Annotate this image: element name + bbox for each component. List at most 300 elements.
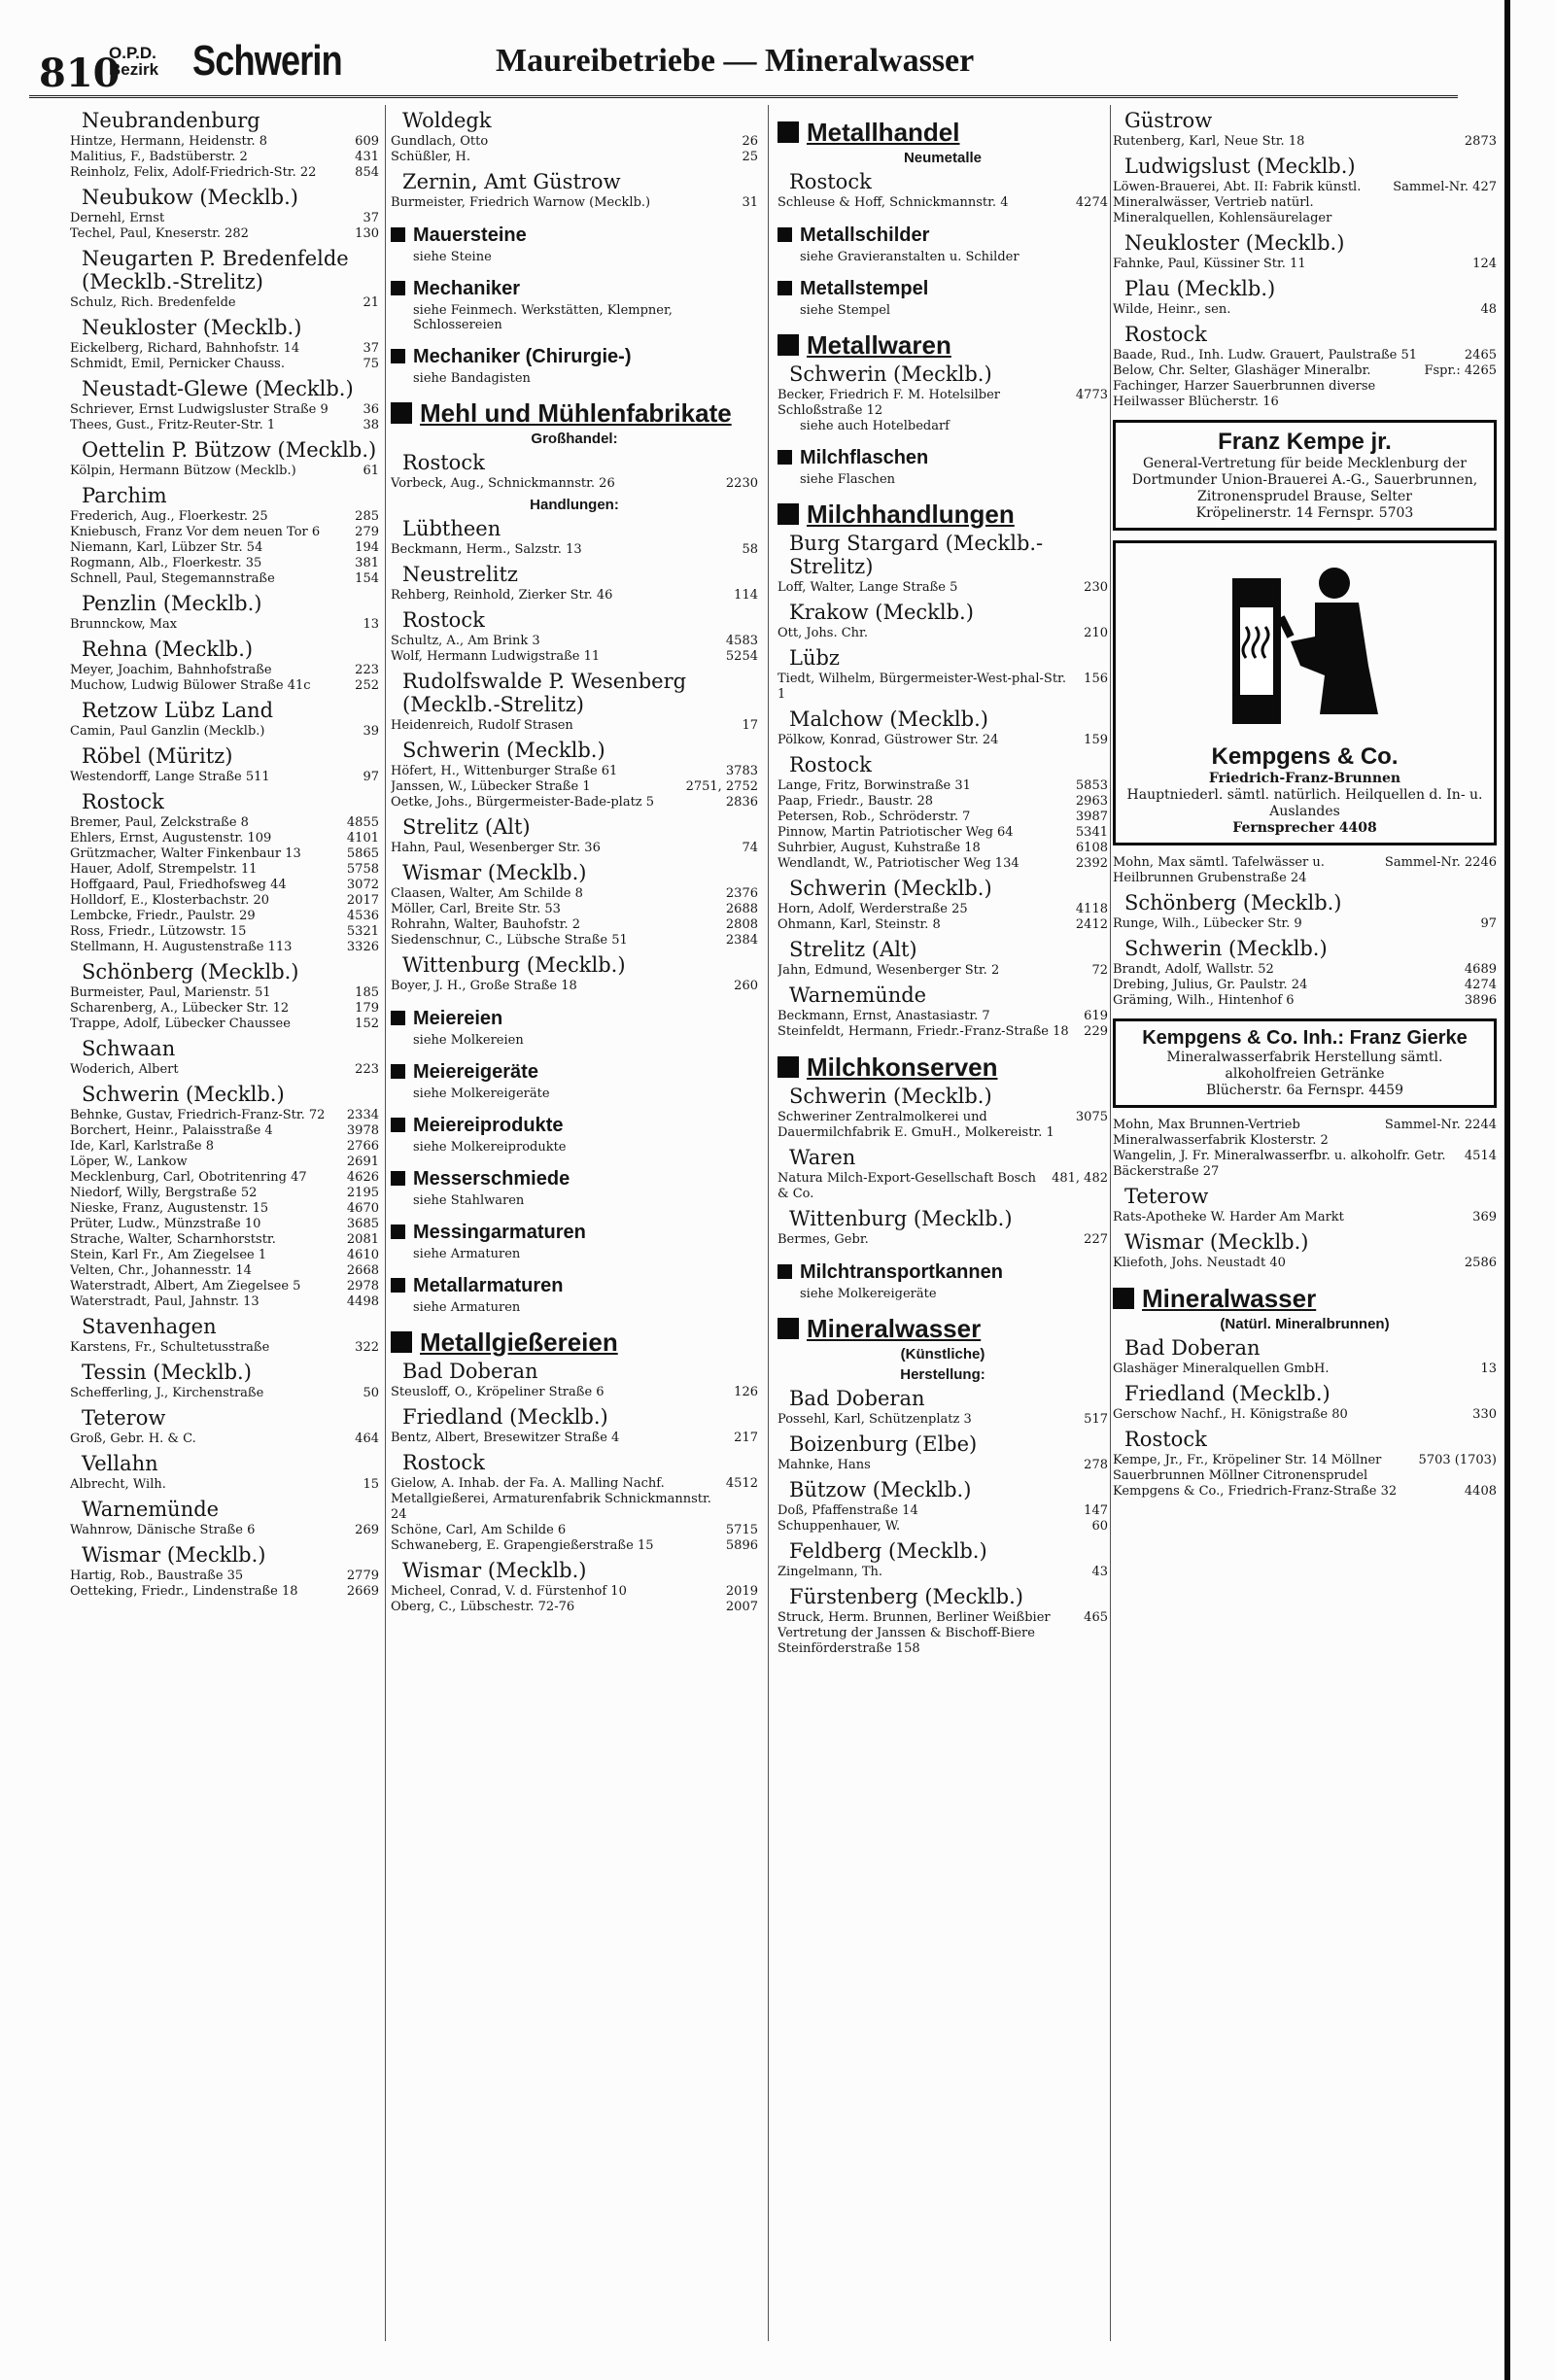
entry-line: Lange, Fritz, Borwinstraße 31 5853 xyxy=(778,778,1108,793)
place-block xyxy=(1113,937,1497,1009)
entry-line: Claasen, Walter, Am Schilde 8 2376 xyxy=(391,886,758,901)
place-block xyxy=(391,861,758,949)
place-block xyxy=(778,983,1108,1040)
place-name: Stavenhagen xyxy=(82,1315,217,1338)
entry-line: Muchow, Ludwig Bülower Straße 41c 252 xyxy=(70,678,379,693)
category-heading: Messingarmaturen xyxy=(391,1222,758,1243)
category-heading: Mechaniker (Chirurgie-) xyxy=(391,346,758,367)
place-name: Wismar (Mecklb.) xyxy=(1124,1230,1309,1254)
category-heading: Milchflaschen xyxy=(778,447,1108,468)
entry-line: Waterstradt, Paul, Jahnstr. 13 4498 xyxy=(70,1294,379,1309)
entry-line: Mohn, Max Brunnen-Vertrieb Mineralwasserfabrik Klosterstr. 2 Sammel-Nr. 2244 xyxy=(1113,1118,1497,1148)
entry-line: Trappe, Adolf, Lübecker Chaussee 152 xyxy=(70,1017,379,1031)
place-name: Wittenburg (Mecklb.) xyxy=(402,953,626,977)
entry-line: Meyer, Joachim, Bahnhofstraße 223 xyxy=(70,663,379,677)
place-name: Schwerin (Mecklb.) xyxy=(789,1085,992,1108)
category-heading: Metallarmaturen xyxy=(391,1275,758,1296)
entry-line: Hahn, Paul, Wesenberger Str. 36 74 xyxy=(391,841,758,855)
place-name: Friedland (Mecklb.) xyxy=(402,1405,608,1429)
place-name: Schwerin (Mecklb.) xyxy=(789,362,992,386)
place-block xyxy=(391,953,758,994)
place-block xyxy=(391,563,758,604)
place-block xyxy=(778,1207,1108,1248)
entry-line: Frederich, Aug., Floerkestr. 25 285 xyxy=(70,509,379,524)
entry-line: Löper, W., Lankow 2691 xyxy=(70,1155,379,1169)
page-header xyxy=(29,27,1458,95)
category-heading: Milchhandlungen xyxy=(778,500,1108,528)
entry-line: Kliefoth, Johs. Neustadt 40 2586 xyxy=(1113,1256,1497,1270)
place-block xyxy=(70,186,379,242)
place-name: Neustrelitz xyxy=(402,563,518,586)
category-heading: Mineralwasser xyxy=(778,1315,1108,1342)
entry-line: Niemann, Karl, Lübzer Str. 54 194 xyxy=(70,540,379,555)
category-marker xyxy=(778,281,792,295)
entry-line: Scharenberg, A., Lübecker Str. 12 179 xyxy=(70,1001,379,1016)
column-1 xyxy=(70,105,379,2361)
entry-line: Struck, Herm. Brunnen, Berliner Weißbier Vertretung der Janssen & Bischoff-Biere Steinförderstraße 158 465 xyxy=(778,1610,1108,1656)
entry-line: Natura Milch-Export-Gesellschaft Bosch & Co. 481, 482 xyxy=(778,1171,1108,1201)
entry-line: Burmeister, Paul, Marienstr. 51 185 xyxy=(70,985,379,1000)
entry-line: Schnell, Paul, Stegemannstraße 154 xyxy=(70,571,379,586)
place-name: Plau (Mecklb.) xyxy=(1124,277,1276,300)
category-marker xyxy=(391,1011,405,1025)
place-block xyxy=(70,744,379,785)
place-block xyxy=(778,646,1108,703)
place-block xyxy=(778,877,1108,933)
place-block xyxy=(70,377,379,433)
place-block xyxy=(391,1360,758,1400)
place-name: Bad Doberan xyxy=(402,1360,538,1383)
entry-line: Schwaneberg, E. Grapengießerstraße 15 5896 xyxy=(391,1538,758,1553)
category-heading: Mineralwasser xyxy=(1113,1285,1497,1312)
entry-line: Reinholz, Felix, Adolf-Friedrich-Str. 22 854 xyxy=(70,165,379,180)
place-block xyxy=(70,1037,379,1078)
category-heading: Metallstempel xyxy=(778,278,1108,299)
place-name: Woldegk xyxy=(402,109,492,132)
category-heading: Milchtransportkannen xyxy=(778,1261,1108,1283)
entry-line: Pinnow, Martin Patriotischer Weg 64 5341 xyxy=(778,825,1108,840)
see-also: siehe Molkereiprodukte xyxy=(413,1140,567,1155)
entry-line: Horn, Adolf, Werderstraße 25 4118 xyxy=(778,902,1108,916)
entry-line: Nieske, Franz, Augustenstr. 15 4670 xyxy=(70,1201,379,1216)
place-name: Rostock xyxy=(1124,1428,1207,1451)
place-name: Wismar (Mecklb.) xyxy=(82,1543,266,1567)
place-block xyxy=(70,1315,379,1356)
entry-line: Tiedt, Wilhelm, Bürgermeister-West-phal-Str. 1 156 xyxy=(778,672,1108,702)
entry-line: Rogmann, Alb., Floerkestr. 35 381 xyxy=(70,556,379,570)
column-divider xyxy=(1110,105,1111,2341)
place-name: Strelitz (Alt) xyxy=(789,938,917,961)
entry-line: Below, Chr. Selter, Glashäger Mineralbr. Fachinger, Harzer Sauerbrunnen diverse Heilwasser Blücherstr. 16 Fspr.: 4265 xyxy=(1113,363,1497,409)
place-name: Tessin (Mecklb.) xyxy=(82,1361,252,1384)
entry-line: Kniebusch, Franz Vor dem neuen Tor 6 279 xyxy=(70,525,379,539)
place-block xyxy=(70,316,379,372)
category-heading: Metallwaren xyxy=(778,331,1108,359)
entry-line: Schuppenhauer, W. 60 xyxy=(778,1519,1108,1534)
entry-line: Albrecht, Wilh. 15 xyxy=(70,1477,379,1492)
entry-line: Hintze, Hermann, Heidenstr. 8 609 xyxy=(70,134,379,149)
entry-line: Rohrahn, Walter, Bauhofstr. 2 2808 xyxy=(391,917,758,932)
category-heading: Mehl und Mühlenfabrikate xyxy=(391,399,758,427)
place-block xyxy=(1113,1118,1497,1180)
place-name: Krakow (Mecklb.) xyxy=(789,601,974,624)
entry-line: Siedenschnur, C., Lübsche Straße 51 2384 xyxy=(391,933,758,948)
category-heading: Milchkonserven xyxy=(778,1053,1108,1081)
entry-line: Steinfeldt, Hermann, Friedr.-Franz-Straße 18 229 xyxy=(778,1024,1108,1039)
page-number: 810 xyxy=(39,51,121,96)
category-marker xyxy=(391,1064,405,1079)
place-name: Schwerin (Mecklb.) xyxy=(1124,937,1328,960)
category-marker xyxy=(391,1118,405,1132)
see-also: siehe Gravieranstalten u. Schilder xyxy=(800,250,1019,264)
subheading: Handlungen: xyxy=(530,497,619,513)
place-block xyxy=(70,438,379,479)
entry-line: Loff, Walter, Lange Straße 5 230 xyxy=(778,580,1108,595)
entry-line: Kempgens & Co., Friedrich-Franz-Straße 32 4408 xyxy=(1113,1484,1497,1499)
place-block xyxy=(1113,109,1497,150)
entry-line: Rehberg, Reinhold, Zierker Str. 46 114 xyxy=(391,588,758,603)
place-block xyxy=(778,1585,1108,1657)
entry-line: Hauer, Adolf, Strempelstr. 11 5758 xyxy=(70,862,379,877)
entry-line: Brunnckow, Max 13 xyxy=(70,617,379,632)
place-name: Schönberg (Mecklb.) xyxy=(1124,891,1342,914)
place-block xyxy=(391,1405,758,1446)
category-heading: Mechaniker xyxy=(391,278,758,299)
subheading: Großhandel: xyxy=(531,431,618,447)
place-block xyxy=(778,1085,1108,1141)
entry-line: Glashäger Mineralquellen GmbH. 13 xyxy=(1113,1362,1497,1376)
place-name: Teterow xyxy=(82,1406,166,1430)
entry-line: Rats-Apotheke W. Harder Am Markt 369 xyxy=(1113,1210,1497,1224)
place-name: Schwerin (Mecklb.) xyxy=(789,877,992,900)
entry-line: Möller, Carl, Breite Str. 53 2688 xyxy=(391,902,758,916)
place-block xyxy=(391,451,758,492)
entry-line: Drebing, Julius, Gr. Paulstr. 24 4274 xyxy=(1113,978,1497,992)
entry-line: Stellmann, H. Augustenstraße 113 3326 xyxy=(70,940,379,954)
place-block xyxy=(778,1432,1108,1473)
entry-line: Kölpin, Hermann Bützow (Mecklb.) 61 xyxy=(70,464,379,478)
place-name: Malchow (Mecklb.) xyxy=(789,707,988,731)
entry-line: Doß, Pfaffenstraße 14 147 xyxy=(778,1503,1108,1518)
place-name: Rostock xyxy=(402,451,485,474)
entry-line: Beckmann, Herm., Salzstr. 13 58 xyxy=(391,542,758,557)
category-heading: Mauersteine xyxy=(391,224,758,246)
category-marker xyxy=(391,227,405,242)
entry-line: Petersen, Rob., Schröderstr. 7 3987 xyxy=(778,810,1108,824)
place-block xyxy=(1113,231,1497,272)
place-block xyxy=(391,1559,758,1615)
entry-line: Schulz, Rich. Bredenfelde 21 xyxy=(70,295,379,310)
place-block xyxy=(778,601,1108,641)
place-block xyxy=(70,1361,379,1401)
see-also: siehe Bandagisten xyxy=(413,371,531,386)
place-block xyxy=(778,1478,1108,1535)
place-name: Rehna (Mecklb.) xyxy=(82,638,254,661)
entry-line: Thees, Gust., Fritz-Reuter-Str. 1 38 xyxy=(70,418,379,432)
entry-line: Wangelin, J. Fr. Mineralwasserfbr. u. alkoholfr. Getr. Bäckerstraße 27 4514 xyxy=(1113,1149,1497,1179)
entry-line: Velten, Chr., Johannesstr. 14 2668 xyxy=(70,1263,379,1278)
place-block xyxy=(70,592,379,633)
place-name: Feldberg (Mecklb.) xyxy=(789,1539,987,1563)
entry-line: Malitius, F., Badstüberstr. 2 431 xyxy=(70,150,379,164)
advertisement-kempgens: Kempgens & Co. Friedrich-Franz-Brunnen Hauptniederl. sämtl. natürlich. Heilquellen d. In- u. Auslandes Fernsprecher 4408 xyxy=(1113,540,1497,845)
place-block xyxy=(70,790,379,955)
category-heading: Metallschilder xyxy=(778,224,1108,246)
column-4 xyxy=(1113,105,1497,2361)
place-block xyxy=(391,1451,758,1554)
place-block xyxy=(70,484,379,587)
entry-line: Schweriner Zentralmolkerei und Dauermilchfabrik E. GmuH., Molkereistr. 1 3075 xyxy=(778,1110,1108,1140)
place-block xyxy=(391,170,758,211)
see-also: siehe Stahlwaren xyxy=(413,1193,525,1208)
place-name: Bad Doberan xyxy=(1124,1336,1261,1360)
entry-line: Lembcke, Friedr., Paulstr. 29 4536 xyxy=(70,909,379,923)
place-name: Wismar (Mecklb.) xyxy=(402,861,587,884)
category-marker xyxy=(391,281,405,295)
place-block xyxy=(391,517,758,558)
entry-line: Heidenreich, Rudolf Strasen 17 xyxy=(391,718,758,733)
place-name: Lübtheen xyxy=(402,517,501,540)
place-block xyxy=(70,638,379,694)
entry-line: Stein, Karl Fr., Am Ziegelsee 1 4610 xyxy=(70,1248,379,1262)
category-marker xyxy=(391,1278,405,1293)
entry-line: Baade, Rud., Inh. Ludw. Grauert, Paulstraße 51 2465 xyxy=(1113,348,1497,362)
entry-line: Bentz, Albert, Bresewitzer Straße 4 217 xyxy=(391,1431,758,1445)
entry-line: Fahnke, Paul, Küssiner Str. 11 124 xyxy=(1113,257,1497,271)
entry-line: Hoffgaard, Paul, Friedhofsweg 44 3072 xyxy=(70,878,379,892)
entry-line: Waterstradt, Albert, Am Ziegelsee 5 2978 xyxy=(70,1279,379,1293)
subheading: (Natürl. Mineralbrunnen) xyxy=(1220,1316,1390,1332)
see-also: siehe Molkereigeräte xyxy=(413,1087,550,1101)
entry-line: Beckmann, Ernst, Anastasiastr. 7 619 xyxy=(778,1009,1108,1023)
entry-line: Grützmacher, Walter Finkenbaur 13 5865 xyxy=(70,846,379,861)
entry-line: Steusloff, O., Kröpeliner Straße 6 126 xyxy=(391,1385,758,1399)
place-name: Zernin, Amt Güstrow xyxy=(402,170,621,193)
advertisement-gierke: Kempgens & Co. Inh.: Franz Gierke Mineralwasserfabrik Herstellung sämtl. alkoholfreien Getränke Blücherstr. 6a Fernspr. 4459 xyxy=(1113,1018,1497,1108)
entry-line: Groß, Gebr. H. & C. 464 xyxy=(70,1431,379,1446)
see-also: siehe Molkereigeräte xyxy=(800,1287,937,1301)
entry-line: Schultz, A., Am Brink 3 4583 xyxy=(391,634,758,648)
entry-line: Rutenberg, Karl, Neue Str. 18 2873 xyxy=(1113,134,1497,149)
place-block xyxy=(70,1406,379,1447)
entry-line: Mecklenburg, Carl, Obotritenring 47 4626 xyxy=(70,1170,379,1185)
place-name: Neustadt-Glewe (Mecklb.) xyxy=(82,377,354,400)
place-block xyxy=(391,608,758,665)
place-name: Strelitz (Alt) xyxy=(402,815,531,839)
place-block xyxy=(391,739,758,811)
entry-line: Ehlers, Ernst, Augustenstr. 109 4101 xyxy=(70,831,379,845)
place-name: Wittenburg (Mecklb.) xyxy=(789,1207,1013,1230)
place-name: Schwaan xyxy=(82,1037,176,1060)
entry-line: Micheel, Conrad, V. d. Fürstenhof 10 2019 xyxy=(391,1584,758,1599)
place-block xyxy=(778,753,1108,872)
place-block xyxy=(391,109,758,165)
kneeling-figure-illustration xyxy=(1223,549,1388,734)
column-divider xyxy=(768,105,769,2341)
entry-line: Löwen-Brauerei, Abt. II: Fabrik künstl. Mineralwässer, Vertrieb natürl. Mineralquellen, Kohlensäurelager Sammel-Nr. 427 xyxy=(1113,180,1497,225)
entry-line: Dernehl, Ernst 37 xyxy=(70,211,379,225)
page-edge xyxy=(1504,0,1510,2380)
place-block xyxy=(70,1083,379,1310)
subheading: (Künstliche) xyxy=(900,1346,985,1362)
entry-line: Paap, Friedr., Baustr. 28 2963 xyxy=(778,794,1108,809)
see-also: siehe Molkereien xyxy=(413,1033,524,1048)
see-also: siehe Stempel xyxy=(800,303,891,318)
place-block xyxy=(1113,1428,1497,1500)
place-name: Bützow (Mecklb.) xyxy=(789,1478,972,1501)
entry-line: Westendorff, Lange Straße 511 97 xyxy=(70,770,379,784)
entry-line: Possehl, Karl, Schützenplatz 3 517 xyxy=(778,1412,1108,1427)
entry-line: Behnke, Gustav, Friedrich-Franz-Str. 72 2334 xyxy=(70,1108,379,1122)
entry-line: Ohmann, Karl, Steinstr. 8 2412 xyxy=(778,917,1108,932)
opd-label: O.P.D. Bezirk xyxy=(109,44,159,79)
entry-line: Burmeister, Friedrich Warnow (Mecklb.) 31 xyxy=(391,195,758,210)
place-name: Vellahn xyxy=(82,1452,158,1475)
place-name: Rostock xyxy=(402,608,485,632)
place-block xyxy=(70,699,379,740)
entry-line: Ross, Friedr., Lützowstr. 15 5321 xyxy=(70,924,379,939)
entry-line: Jahn, Edmund, Wesenberger Str. 2 72 xyxy=(778,963,1108,978)
place-name: Warnemünde xyxy=(82,1498,220,1521)
place-block xyxy=(1113,1382,1497,1423)
place-name: Rostock xyxy=(1124,323,1207,346)
place-name: Burg Stargard (Mecklb.-Strelitz) xyxy=(789,532,1044,578)
place-name: Neubukow (Mecklb.) xyxy=(82,186,298,209)
place-name: Retzow Lübz Land xyxy=(82,699,274,722)
entry-line: Gerschow Nachf., H. Königstraße 80 330 xyxy=(1113,1407,1497,1422)
place-name: Schönberg (Mecklb.) xyxy=(82,960,299,983)
subheading: Neumetalle xyxy=(903,150,983,166)
entry-line: Ide, Karl, Karlstraße 8 2766 xyxy=(70,1139,379,1154)
entry-line: Höfert, H., Wittenburger Straße 61 3783 xyxy=(391,764,758,778)
place-block xyxy=(1113,855,1497,886)
entry-line: Suhrbier, August, Kuhstraße 18 6108 xyxy=(778,841,1108,855)
entry-line: Wahnrow, Dänische Straße 6 269 xyxy=(70,1523,379,1537)
column-divider xyxy=(385,105,386,2341)
place-block xyxy=(70,247,379,311)
category-heading: Meiereigeräte xyxy=(391,1061,758,1083)
entry-line: Brandt, Adolf, Wallstr. 52 4689 xyxy=(1113,962,1497,977)
place-block xyxy=(70,960,379,1032)
place-name: Lübz xyxy=(789,646,840,670)
place-name: Röbel (Müritz) xyxy=(82,744,233,768)
place-block xyxy=(70,1498,379,1538)
category-marker xyxy=(391,1171,405,1186)
entry-line: Woderich, Albert 223 xyxy=(70,1062,379,1077)
place-name: Bad Doberan xyxy=(789,1387,925,1410)
place-name: Boizenburg (Elbe) xyxy=(789,1432,978,1456)
entry-line: Janssen, W., Lübecker Straße 1 2751, 2752 xyxy=(391,779,758,794)
place-name: Warnemünde xyxy=(789,983,927,1007)
entry-line: Eickelberg, Richard, Bahnhofstr. 14 37 xyxy=(70,341,379,356)
place-name: Rostock xyxy=(789,170,872,193)
place-name: Waren xyxy=(789,1146,856,1169)
advertisement-kempe: Franz Kempe jr. General-Vertretung für beide Mecklenburg der Dortmunder Union-Brauerei A.-G., Sauerbrunnen, Zitronensprudel Brause, Selter Kröpelinerstr. 14 Fernspr. 5703 xyxy=(1113,420,1497,531)
place-name: Fürstenberg (Mecklb.) xyxy=(789,1585,1023,1608)
subheading: Herstellung: xyxy=(900,1366,985,1383)
entry-line: Kempe, Jr., Fr., Kröpeliner Str. 14 Möllner Sauerbrunnen Möllner Citronensprudel 5703 (1703) xyxy=(1113,1453,1497,1483)
place-block xyxy=(1113,1185,1497,1225)
entry-line: Vorbeck, Aug., Schnickmannstr. 26 2230 xyxy=(391,476,758,491)
entry-line: Niedorf, Willy, Bergstraße 52 2195 xyxy=(70,1186,379,1200)
place-name: Rostock xyxy=(402,1451,485,1474)
entry-line: Bremer, Paul, Zelckstraße 8 4855 xyxy=(70,815,379,830)
entry-line: Runge, Wilh., Lübecker Str. 9 97 xyxy=(1113,916,1497,931)
place-block xyxy=(778,532,1108,596)
place-block xyxy=(778,707,1108,748)
place-name: Neukloster (Mecklb.) xyxy=(82,316,302,339)
place-block xyxy=(778,938,1108,979)
entry-line: Oetke, Johs., Bürgermeister-Bade-platz 5 2836 xyxy=(391,795,758,810)
place-name: Rostock xyxy=(82,790,164,813)
place-name: Penzlin (Mecklb.) xyxy=(82,592,262,615)
category-marker xyxy=(391,1224,405,1239)
place-block xyxy=(1113,1336,1497,1377)
see-also: siehe Armaturen xyxy=(413,1300,521,1315)
category-marker xyxy=(778,227,792,242)
place-block xyxy=(391,670,758,734)
place-block xyxy=(70,1543,379,1600)
category-marker xyxy=(391,349,405,363)
place-block xyxy=(1113,323,1497,410)
category-heading: Metallhandel xyxy=(778,119,1108,146)
entry-line: Pölkow, Konrad, Güstrower Str. 24 159 xyxy=(778,733,1108,747)
entry-line: Oberg, C., Lübschestr. 72-76 2007 xyxy=(391,1600,758,1614)
header-rule xyxy=(29,95,1458,98)
entry-line: Schmidt, Emil, Pernicker Chauss. 75 xyxy=(70,357,379,371)
city-title: Schwerin xyxy=(192,37,342,85)
place-block xyxy=(391,815,758,856)
section-title: Maureibetriebe — Mineralwasser xyxy=(496,43,975,79)
place-name: Oettelin P. Bützow (Mecklb.) xyxy=(82,438,377,462)
place-block xyxy=(70,1452,379,1493)
place-name: Friedland (Mecklb.) xyxy=(1124,1382,1330,1405)
entry-line: Hartig, Rob., Baustraße 35 2779 xyxy=(70,1569,379,1583)
see-also: siehe auch Hotelbedarf xyxy=(800,419,950,433)
entry-line: Wilde, Heinr., sen. 48 xyxy=(1113,302,1497,317)
entry-line: Prüter, Ludw., Münzstraße 10 3685 xyxy=(70,1217,379,1231)
entry-line: Strache, Walter, Scharnhorststr. 2081 xyxy=(70,1232,379,1247)
place-name: Rostock xyxy=(789,753,872,776)
entry-line: Gundlach, Otto 26 xyxy=(391,134,758,149)
place-name: Schwerin (Mecklb.) xyxy=(402,739,605,762)
place-name: Güstrow xyxy=(1124,109,1213,132)
see-also: siehe Flaschen xyxy=(800,472,896,487)
place-name: Neukloster (Mecklb.) xyxy=(1124,231,1345,255)
place-block xyxy=(778,1539,1108,1580)
entry-line: Holldorf, E., Klosterbachstr. 20 2017 xyxy=(70,893,379,908)
entry-line: Zingelmann, Th. 43 xyxy=(778,1565,1108,1579)
place-block xyxy=(1113,1230,1497,1271)
place-name: Ludwigslust (Mecklb.) xyxy=(1124,155,1356,178)
column-3 xyxy=(778,105,1108,2361)
place-block xyxy=(1113,155,1497,226)
entry-line: Schriever, Ernst Ludwigsluster Straße 9 36 xyxy=(70,402,379,417)
category-heading: Meiereiprodukte xyxy=(391,1115,758,1136)
place-block xyxy=(778,1387,1108,1428)
place-name: Neugarten P. Bredenfelde (Mecklb.-Strelitz) xyxy=(82,247,349,293)
entry-line: Mohn, Max sämtl. Tafelwässer u. Heilbrunnen Grubenstraße 24 Sammel-Nr. 2246 xyxy=(1113,855,1497,885)
entry-line: Camin, Paul Ganzlin (Mecklb.) 39 xyxy=(70,724,379,739)
place-block xyxy=(1113,891,1497,932)
entry-line: Gräming, Wilh., Hintenhof 6 3896 xyxy=(1113,993,1497,1008)
entry-line: Wendlandt, W., Patriotischer Weg 134 2392 xyxy=(778,856,1108,871)
place-name: Schwerin (Mecklb.) xyxy=(82,1083,285,1106)
entry-line: Mahnke, Hans 278 xyxy=(778,1458,1108,1472)
entry-line: Bermes, Gebr. 227 xyxy=(778,1232,1108,1247)
entry-line: Gielow, A. Inhab. der Fa. A. Malling Nachf. Metallgießerei, Armaturenfabrik Schnickmannstr. 24 4512 xyxy=(391,1476,758,1522)
entry-line: Schöne, Carl, Am Schilde 6 5715 xyxy=(391,1523,758,1537)
